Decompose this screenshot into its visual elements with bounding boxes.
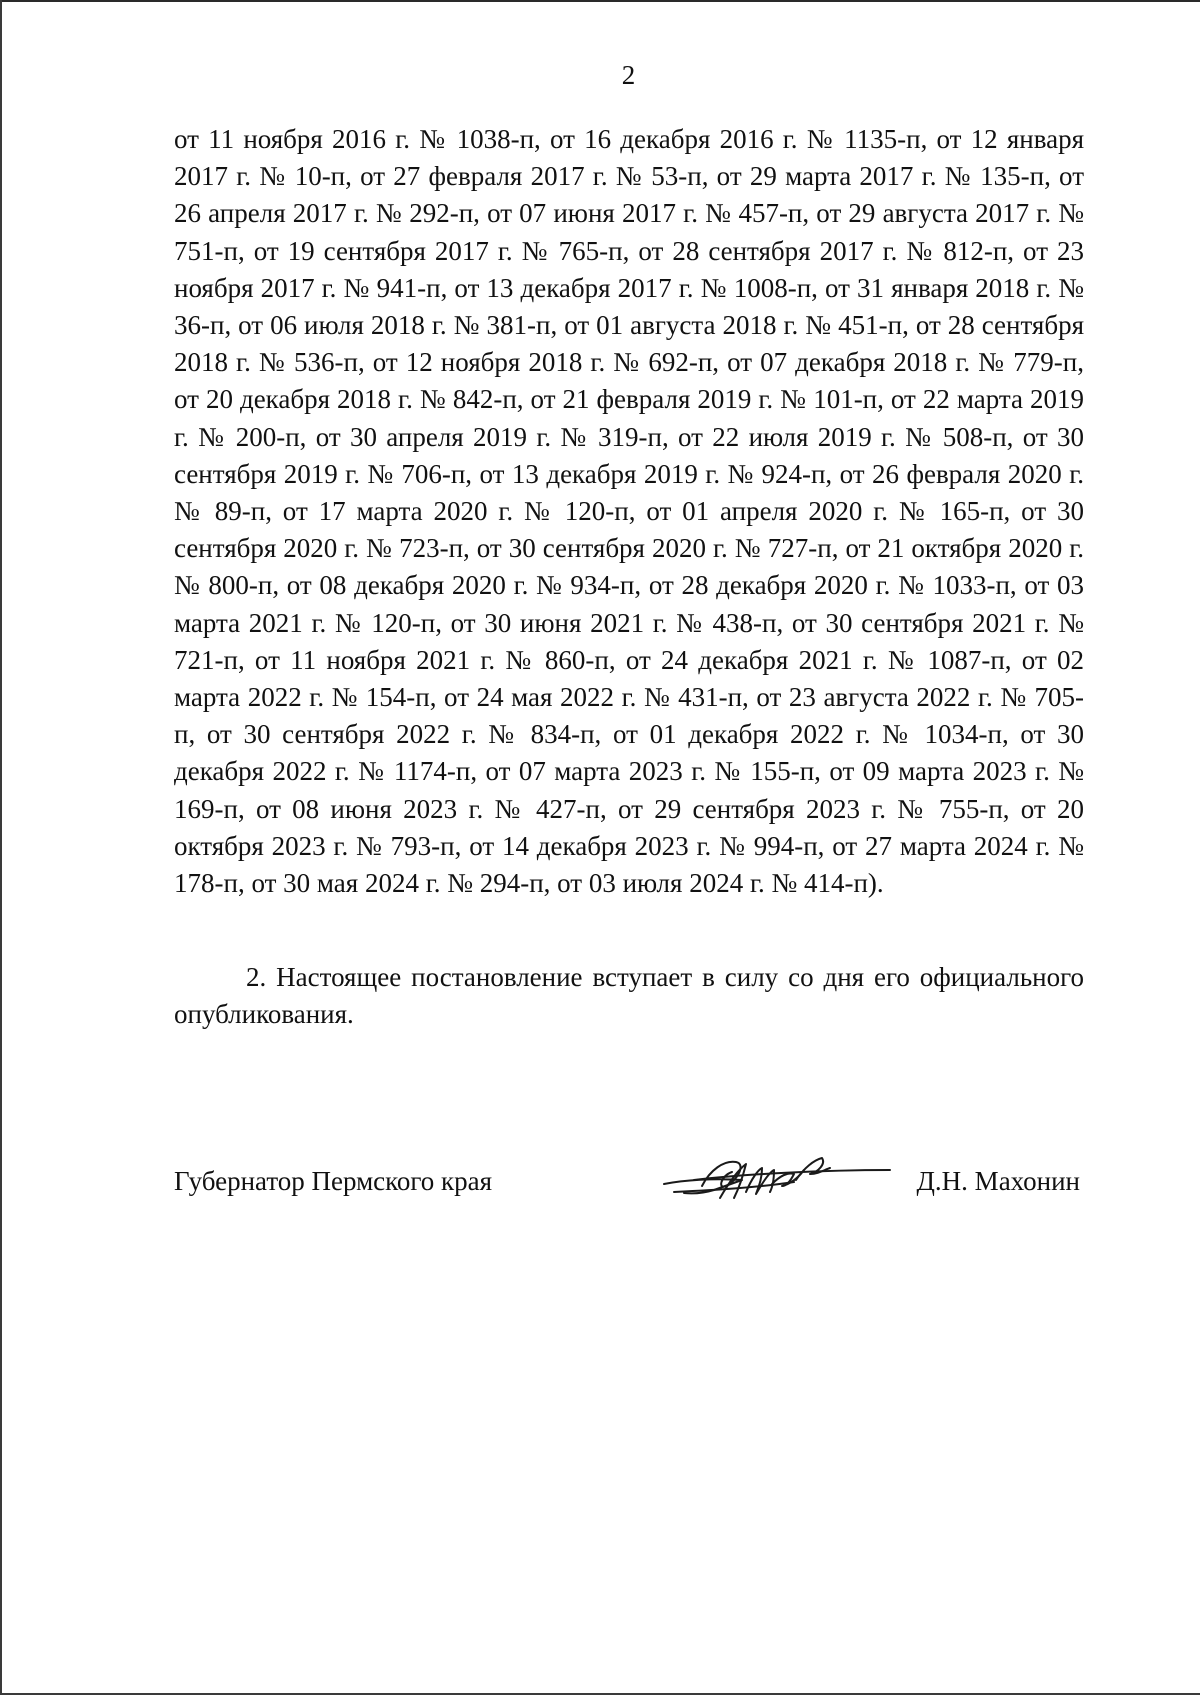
effective-date-paragraph: 2. Настоящее постановление вступает в силу со дня его официального опубликования.: [174, 962, 1084, 1030]
handwritten-signature: [654, 1140, 894, 1210]
signature-block: [174, 1160, 1084, 1220]
amendments-list-paragraph: от 11 ноября 2016 г. № 1038-п, от 16 декабря 2016 г. № 1135-п, от 12 января 2017 г. № 10-п, от 27 февраля 2017 г. № 53-п, от 29 марта 2017 г. № 135-п, от 26 апреля 2017 г. № 292-п, от 07 июня 2017 г. № 457-п, от 29 августа 2017 г. № 751-п, от 19 сентября 2017 г. № 765-п, от 28 сентября 2017 г. № 812-п, от 23 ноября 2017 г. № 941-п, от 13 декабря 2017 г. № 1008-п, от 31 января 2018 г. № 36-п, от 06 июля 2018 г. № 381-п, от 01 августа 2018 г. № 451-п, от 28 сентября 2018 г. № 536-п, от 12 ноября 2018 г. № 692-п, от 07 декабря 2018 г. № 779-п, от 20 декабря 2018 г. № 842-п, от 21 февраля 2019 г. № 101-п, от 22 марта 2019 г. № 200-п, от 30 апреля 2019 г. № 319-п, от 22 июля 2019 г. № 508-п, от 30 сентября 2019 г. № 706-п, от 13 декабря 2019 г. № 924-п, от 26 февраля 2020 г. № 89-п, от 17 марта 2020 г. № 120-п, от 01 апреля 2020 г. № 165-п, от 30 сентября 2020 г. № 723-п, от 30 сентября 2020 г. № 727-п, от 21 октября 2020 г. № 800-п, от 08 декабря 2020 г. № 934-п, от 28 декабря 2020 г. № 1033-п, от 03 марта 2021 г. № 120-п, от 30 июня 2021 г. № 438-п, от 30 сентября 2021 г. № 721-п, от 11 ноября 2021 г. № 860-п, от 24 декабря 2021 г. № 1087-п, от 02 марта 2022 г. № 154-п, от 24 мая 2022 г. № 431-п, от 23 августа 2022 г. № 705-п, от 30 сентября 2022 г. № 834-п, от 01 декабря 2022 г. № 1034-п, от 30 декабря 2022 г. № 1174-п, от 07 марта 2023 г. № 155-п, от 09 марта 2023 г. № 169-п, от 08 июня 2023 г. № 427-п, от 29 сентября 2023 г. № 755-п, от 20 октября 2023 г. № 793-п, от 14 декабря 2023 г. № 994-п, от 27 марта 2024 г. № 178-п, от 30 мая 2024 г. № 294-п, от 03 июля 2024 г. № 414-п).: [174, 124, 1084, 899]
page-number: 2: [621, 60, 636, 90]
signer-name: Д.Н. Махонин: [916, 1166, 1080, 1196]
scan-border-left: [0, 0, 2, 1695]
signer-position: Губернатор Пермского края: [174, 1166, 493, 1196]
scan-border-top: [0, 0, 1200, 2]
